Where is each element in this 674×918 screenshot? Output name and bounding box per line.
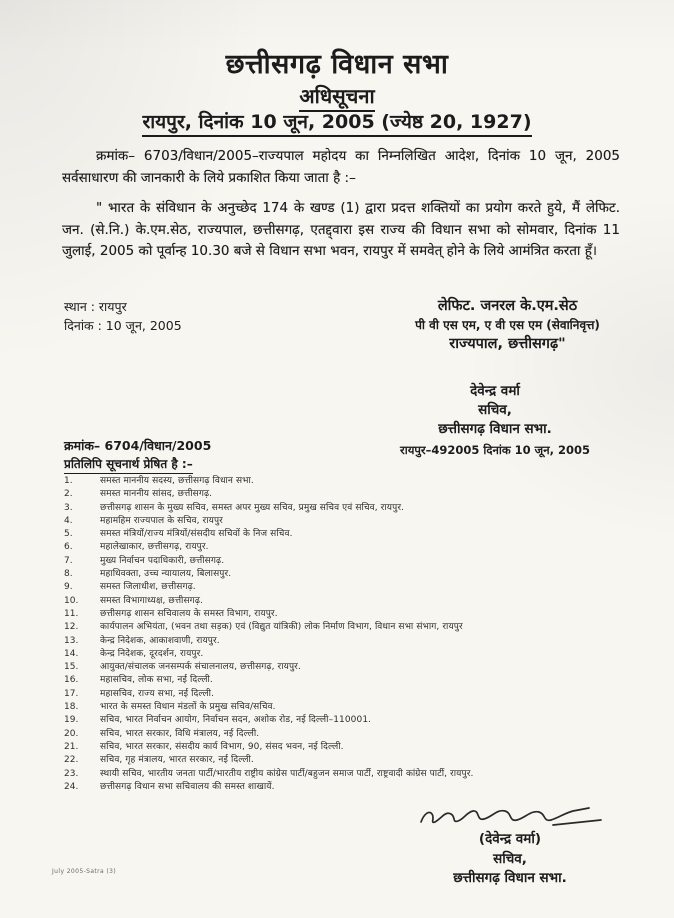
list-item-number: 11. [64, 608, 79, 619]
list-item-text: महासचिव, लोक सभा, नई दिल्ली. [100, 675, 213, 686]
notification-heading-text: अधिसूचना [299, 82, 374, 112]
dateline [0, 108, 674, 137]
list-item [64, 752, 634, 765]
list-item-text: छत्तीसगढ़ शासन के मुख्य सचिव, समस्त अपर मुख्य सचिव, प्रमुख सचिव एवं सचिव, रायपुर. [100, 502, 405, 513]
governor-title: राज्यपाल, छत्तीसगढ़" [449, 336, 566, 353]
list-item-text: कार्यपालन अभियंता, (भवन तथा सड़क) एवं (विद्युत यांत्रिकी) लोक निर्माण विभाग, विधान सभा संभाग, रायपुर [100, 622, 463, 633]
copy-recipient-list [64, 473, 634, 792]
list-item [64, 766, 634, 779]
list-item-text: समस्त मंत्रियों/राज्य मंत्रियों/संसदीय सचिवों के निज सचिव. [100, 529, 293, 540]
list-item-number: 23. [64, 768, 79, 779]
copy-list-heading [64, 455, 193, 474]
list-item-text: छत्तीसगढ़ शासन सचिवालय के समस्त विभाग, रायपुर. [100, 608, 278, 619]
list-item-text: सचिव, भारत सरकार, संसदीय कार्य विभाग, 90, संसद भवन, नई दिल्ली. [100, 741, 344, 752]
list-item-number: 12. [64, 622, 79, 633]
list-item-text: समस्त माननीय सांसद, छत्तीसगढ़. [100, 489, 213, 500]
list-item-number: 17. [64, 688, 79, 699]
list-item-number: 19. [64, 715, 79, 726]
list-item [64, 606, 634, 619]
list-item [64, 566, 634, 579]
list-item-number: 8. [64, 569, 73, 580]
list-item [64, 526, 634, 539]
list-item-text: समस्त माननीय सदस्य, छत्तीसगढ़ विधान सभा. [100, 476, 254, 486]
governor-name: लेफिट. जनरल के.एम.सेठ [437, 298, 578, 314]
list-item-text: महालेखाकार, छत्तीसगढ़, रायपुर. [100, 542, 209, 553]
handwritten-signature-icon [415, 796, 605, 830]
list-item [64, 486, 634, 499]
list-item-number: 9. [64, 582, 73, 593]
list-item-number: 14. [64, 648, 79, 659]
list-item-number: 5. [64, 529, 73, 540]
list-item-number: 15. [64, 662, 79, 673]
list-item-number: 2. [64, 489, 73, 500]
date-line: दिनांक : 10 जून, 2005 [64, 318, 182, 334]
copy-list-heading-text: प्रतिलिपि सूचनार्थ प्रेषित है :– [64, 455, 193, 474]
print-footer-note: July 2005-Satra (3) [52, 868, 117, 875]
list-item [64, 500, 634, 513]
list-item-number: 24. [64, 781, 79, 792]
list-item-text: महासचिव, राज्य सभा, नई दिल्ली. [100, 688, 214, 699]
list-item-number: 3. [64, 502, 73, 513]
list-item-text: महामहिम राज्यपाल के सचिव, रायपुर [100, 515, 223, 526]
order-publication-paragraph: क्रमांक– 6703/विधान/2005–राज्यपाल महोदय का निम्नलिखित आदेश, दिनांक 10 जून, 2005 सर्वसाधारण की जानकारी के लिये प्रकाशित किया जाता है :– [62, 148, 620, 186]
list-item [64, 619, 634, 632]
dateline-text: रायपुर, दिनांक 10 जून, 2005 (ज्येष्ठ 20, 1927) [142, 108, 531, 137]
list-item-text: सचिव, गृह मंत्रालय, भारत सरकार, नई दिल्ली. [100, 755, 254, 766]
list-item [64, 473, 634, 486]
list-item [64, 712, 634, 725]
list-item [64, 633, 634, 646]
list-item-text: महाधिवक्ता, उच्च न्यायालय, बिलासपुर. [100, 569, 232, 580]
list-item [64, 539, 634, 552]
list-item-text: समस्त विभागाध्यक्ष, छत्तीसगढ़. [100, 595, 203, 606]
secretary-name: देवेन्द्र वर्मा [470, 383, 520, 399]
signature-block [400, 796, 620, 889]
copy-reference-number: क्रमांक– 6704/विधान/2005 [64, 438, 212, 453]
secretary-address-date: रायपुर–492005 दिनांक 10 जून, 2005 [400, 442, 590, 457]
list-item-number: 16. [64, 675, 79, 686]
list-item-number: 18. [64, 702, 79, 713]
list-item-number: 6. [64, 542, 73, 553]
list-item-text: स्थायी सचिव, भारतीय जनता पार्टी/भारतीय राष्ट्रीय कांग्रेस पार्टी/बहुजन समाज पार्टी, राष्ट्रवादी कांग्रेस पार्टी, रायपुर. [100, 768, 474, 779]
list-item [64, 699, 634, 712]
list-item-number: 21. [64, 741, 79, 752]
list-item-number: 13. [64, 635, 79, 646]
list-item-text: केन्द्र निदेशक, दूरदर्शन, रायपुर. [100, 648, 204, 659]
list-item [64, 726, 634, 739]
page-title: छत्तीसगढ़ विधान सभा [225, 49, 449, 80]
list-item [64, 672, 634, 685]
list-item-text: सचिव, भारत निर्वाचन आयोग, निर्वाचन सदन, अशोक रोड, नई दिल्ली–110001. [100, 715, 372, 726]
list-item [64, 593, 634, 606]
list-item-number: 20. [64, 728, 79, 739]
list-item-number: 10. [64, 595, 79, 606]
governor-honors: पी वी एस एम, ए वी एस एम (सेवानिवृत्त) [415, 318, 600, 333]
place-date-block [64, 297, 182, 336]
secretary-role: सचिव, [478, 401, 512, 418]
list-item-text: केन्द्र निदेशक, आकाशवाणी, रायपुर. [100, 635, 220, 646]
list-item-text: छत्तीसगढ़ विधान सभा सचिवालय की समस्त शाखायें. [100, 781, 275, 792]
signatory-organization: छत्तीसगढ़ विधान सभा. [453, 870, 567, 887]
list-item [64, 553, 634, 566]
governor-signatory-block [360, 296, 655, 355]
secretary-attestation-block [380, 382, 610, 458]
place-line: स्थान : रायपुर [64, 299, 127, 314]
list-item [64, 513, 634, 526]
list-item [64, 659, 634, 672]
list-item-text: भारत के समस्त विधान मंडलों के प्रमुख सचिव/सचिव. [100, 702, 276, 713]
list-item-text: आयुक्त/संचालक जनसम्पर्क संचालनालय, छत्तीसगढ़, रायपुर. [100, 662, 301, 673]
list-item-text: मुख्य निर्वाचन पदाधिकारी, छत्तीसगढ़. [100, 555, 225, 566]
signatory-name: (देवेन्द्र वर्मा) [478, 831, 542, 847]
list-item [64, 579, 634, 592]
list-item [64, 779, 634, 792]
list-item-number: 22. [64, 755, 79, 766]
list-item-number: 7. [64, 555, 73, 566]
list-item [64, 686, 634, 699]
list-item-number: 1. [64, 476, 73, 486]
secretary-organization: छत्तीसगढ़ विधान सभा. [438, 420, 552, 437]
signatory-role: सचिव, [493, 850, 527, 867]
list-item [64, 646, 634, 659]
list-item-text: सचिव, भारत सरकार, विधि मंत्रालय, नई दिल्ली. [100, 728, 260, 739]
list-item [64, 739, 634, 752]
list-item-text: समस्त जिलाधीश, छत्तीसगढ़. [100, 582, 196, 593]
list-item-number: 4. [64, 515, 73, 526]
governor-order-paragraph: " भारत के संविधान के अनुच्छेद 174 के खण्ड (1) द्वारा प्रदत्त शक्तियों का प्रयोग करते हुये, मैं लेफिट. जन. (से.नि.) के.एम.सेठ, राज्यपाल, छत्तीसगढ़, एतद्द्वारा इस राज्य की विधान सभा को सोमवार, दिनांक 11 जुलाई, 2005 को पूर्वान्ह 10.30 बजे से विधान सभा भवन, रायपुर में समवेत् होने के लिये आमंत्रित करता हूँ। [62, 200, 620, 260]
